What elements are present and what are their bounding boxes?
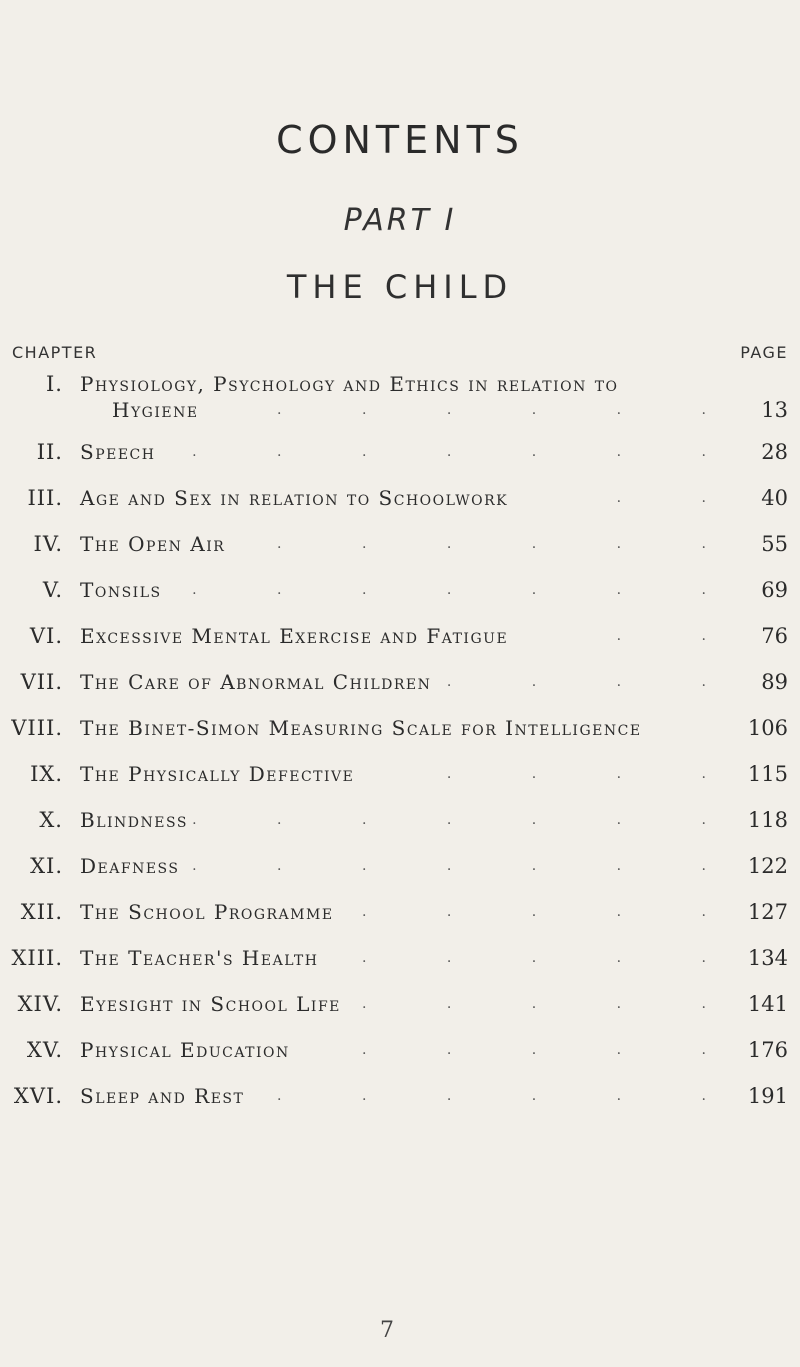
leader-dots: . . . . . . . bbox=[192, 812, 744, 828]
chapter-number: IX. bbox=[30, 762, 63, 786]
chapter-number: XIII. bbox=[11, 946, 63, 970]
toc-entry bbox=[0, 370, 800, 438]
page-column-header: PAGE bbox=[740, 343, 788, 362]
page-number: 176 bbox=[747, 1038, 788, 1062]
toc-entry bbox=[0, 484, 800, 530]
chapter-title: Age and Sex in relation to Schoolwork bbox=[80, 486, 509, 510]
chapter-number: X. bbox=[39, 808, 63, 832]
table-of-contents bbox=[0, 370, 800, 1128]
chapter-title: The Care of Abnormal Children bbox=[80, 670, 432, 694]
chapter-title: The Open Air bbox=[80, 532, 226, 556]
chapter-title: Physiology, Psychology and Ethics in relation to bbox=[80, 372, 619, 396]
chapter-title: The Teacher's Health bbox=[80, 946, 319, 970]
toc-entry bbox=[0, 760, 800, 806]
toc-entry bbox=[0, 898, 800, 944]
leader-dots: . . bbox=[616, 628, 744, 644]
toc-entry bbox=[0, 668, 800, 714]
page-number: 55 bbox=[761, 532, 788, 556]
chapter-number: XVI. bbox=[13, 1084, 63, 1108]
leader-dots: . . . . . bbox=[361, 904, 744, 920]
toc-entry bbox=[0, 576, 800, 622]
chapter-number: III. bbox=[27, 486, 63, 510]
page-number: 134 bbox=[747, 946, 788, 970]
leader-dots: . . . . . . . bbox=[192, 582, 744, 598]
leader-dots: . . . . . . bbox=[277, 1088, 744, 1104]
leader-dots: . . bbox=[616, 490, 744, 506]
chapter-number: XIV. bbox=[17, 992, 63, 1016]
page-number: 118 bbox=[747, 808, 788, 832]
page-number: 191 bbox=[747, 1084, 788, 1108]
page-number: 115 bbox=[747, 762, 788, 786]
chapter-number: IV. bbox=[33, 532, 63, 556]
page-number: 40 bbox=[761, 486, 788, 510]
leader-dots: . . . . . . . bbox=[192, 858, 744, 874]
page-number: 127 bbox=[747, 900, 788, 924]
footer-mark: 7 bbox=[380, 1318, 394, 1343]
leader-dots: . . . . . bbox=[361, 1042, 744, 1058]
chapter-title: The Physically Defective bbox=[80, 762, 355, 786]
chapter-title: The School Programme bbox=[80, 900, 334, 924]
leader-dots: . . . . . . . bbox=[192, 444, 744, 460]
chapter-title: Eyesight in School Life bbox=[80, 992, 341, 1016]
chapter-title: Sleep and Rest bbox=[80, 1084, 245, 1108]
part-label: PART I bbox=[343, 203, 457, 238]
page-number: 106 bbox=[747, 716, 788, 740]
chapter-title: Blindness bbox=[80, 808, 188, 832]
leader-dots: . . . . bbox=[446, 766, 744, 782]
page-title: CONTENTS bbox=[276, 118, 524, 162]
chapter-number: XV. bbox=[26, 1038, 63, 1062]
chapter-number: VIII. bbox=[11, 716, 63, 740]
leader-dots: . . . . . . . bbox=[192, 402, 744, 418]
page-number: 13 bbox=[761, 398, 788, 422]
chapter-number: II. bbox=[36, 440, 63, 464]
chapter-number: V. bbox=[42, 578, 63, 602]
chapter-title: Physical Education bbox=[80, 1038, 290, 1062]
toc-entry bbox=[0, 1036, 800, 1082]
toc-entry bbox=[0, 944, 800, 990]
toc-entry bbox=[0, 990, 800, 1036]
toc-entry bbox=[0, 714, 800, 760]
toc-entry bbox=[0, 530, 800, 576]
page-number: 69 bbox=[761, 578, 788, 602]
page-number: 76 bbox=[761, 624, 788, 648]
chapter-title: Speech bbox=[80, 440, 156, 464]
page-number: 89 bbox=[761, 670, 788, 694]
toc-entry bbox=[0, 1082, 800, 1128]
toc-entry bbox=[0, 806, 800, 852]
chapter-number: XI. bbox=[30, 854, 63, 878]
chapter-number: I. bbox=[46, 372, 63, 396]
chapter-title: Deafness bbox=[80, 854, 180, 878]
chapter-title: Tonsils bbox=[80, 578, 162, 602]
leader-dots: . . . . bbox=[446, 674, 744, 690]
toc-entry bbox=[0, 622, 800, 668]
chapter-number: VII. bbox=[20, 670, 63, 694]
toc-entry bbox=[0, 438, 800, 484]
chapter-column-header: CHAPTER bbox=[12, 343, 98, 362]
chapter-number: VI. bbox=[29, 624, 63, 648]
leader-dots: . . . . . . bbox=[277, 536, 744, 552]
chapter-title-continued: Hygiene bbox=[112, 398, 199, 422]
chapter-number: XII. bbox=[20, 900, 63, 924]
leader-dots: . . . . . bbox=[361, 950, 744, 966]
part-title: THE CHILD bbox=[286, 268, 514, 306]
chapter-title: Excessive Mental Exercise and Fatigue bbox=[80, 624, 509, 648]
page-number: 122 bbox=[747, 854, 788, 878]
leader-dots: . . . . . bbox=[361, 996, 744, 1012]
chapter-title: The Binet-Simon Measuring Scale for Intelligence bbox=[80, 716, 642, 740]
page-number: 141 bbox=[747, 992, 788, 1016]
toc-entry bbox=[0, 852, 800, 898]
page-number: 28 bbox=[761, 440, 788, 464]
